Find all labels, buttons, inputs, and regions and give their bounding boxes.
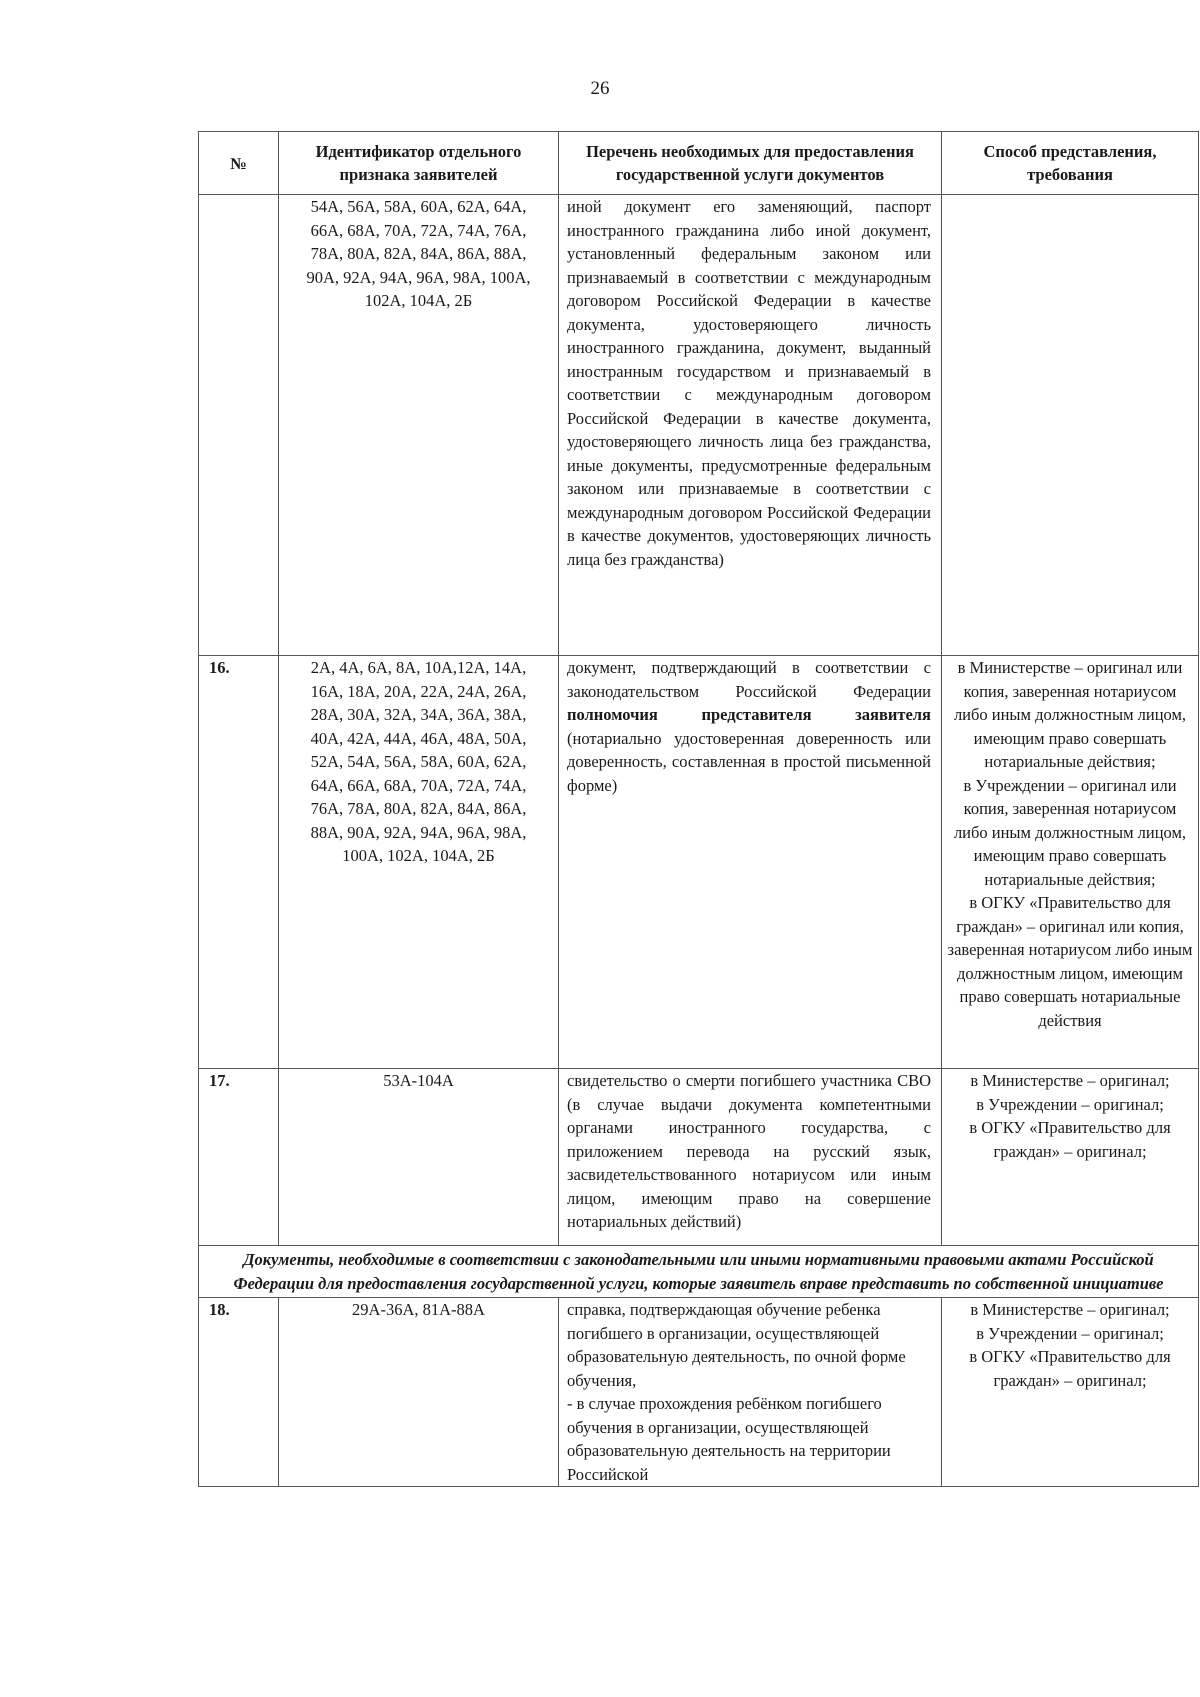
applicant-ids: 53А-104А (279, 1069, 559, 1246)
method-ministry: в Министерстве – оригинал или копия, заверенная нотариусом либо иным должностным лицом, имеющим право совершать нотариальные действия; (953, 658, 1187, 771)
submission-method (942, 656, 1199, 1069)
method-ministry: в Министерстве – оригинал; (970, 1300, 1170, 1319)
method-ministry: в Министерстве – оригинал; (970, 1071, 1170, 1090)
table-row (199, 1069, 1199, 1246)
required-documents (559, 656, 942, 1069)
documents-line: справка, подтверждающая обучение ребенка погибшего в организации, осуществляющей образовательную деятельность, по очной форме обучения, (567, 1300, 906, 1390)
submission-method (942, 1298, 1199, 1487)
method-ogku: в ОГКУ «Правительство для граждан» – оригинал или копия, заверенная нотариусом либо иным должностным лицом, имеющим право совершать нотариальные действия (947, 893, 1193, 1030)
method-institution: в Учреждении – оригинал или копия, заверенная нотариусом либо иным должностным лицом, имеющим право совершать нотариальные действия; (953, 775, 1187, 889)
required-documents: иной документ его заменяющий, паспорт иностранного гражданина либо иной документ, установленный федеральным законом или признаваемый в соответствии с международным договором Российской Федерации в качестве документа, удостоверяющего личность иностранного гражданина, документ, выданный иностранным государством и признаваемый в соответствии с международным договором Российской Федерации в качестве документа, удостоверяющего личность лица без гражданства, иные документы, предусмотренные федеральным законом или признаваемые в соответствии с международным договором Российской Федерации в качестве документов, удостоверяющих личность лица без гражданства) (559, 195, 942, 656)
row-number: 17. (199, 1069, 279, 1246)
required-documents (559, 1298, 942, 1487)
header-submission-method: Способ представления, требования (942, 132, 1199, 195)
table-row (199, 1298, 1199, 1487)
documents-text: документ, подтверждающий в соответствии с законодательством Российской Федерации (567, 658, 931, 701)
submission-method (942, 1069, 1199, 1246)
applicant-ids: 29А-36А, 81А-88А (279, 1298, 559, 1487)
row-number: 16. (199, 656, 279, 1069)
method-institution: в Учреждении – оригинал; (976, 1323, 1164, 1343)
method-ogku: в ОГКУ «Правительство для граждан» – оригинал; (969, 1347, 1171, 1390)
table-row (199, 195, 1199, 656)
header-required-documents: Перечень необходимых для предоставления государственной услуги документов (559, 132, 942, 195)
applicant-ids: 54А, 56А, 58А, 60А, 62А, 64А, 66А, 68А, 70А, 72А, 74А, 76А, 78А, 80А, 82А, 84А, 86А, 88А, 90А, 92А, 94А, 96А, 98А, 100А, 102А, 104А, 2Б (279, 195, 559, 656)
documents-table (198, 131, 1199, 1487)
header-applicant-ids: Идентификатор отдельного признака заявителей (279, 132, 559, 195)
row-number (199, 195, 279, 656)
applicant-ids: 2А, 4А, 6А, 8А, 10А,12А, 14А, 16А, 18А, 20А, 22А, 24А, 26А, 28А, 30А, 32А, 34А, 36А, 38А, 40А, 42А, 44А, 46А, 48А, 50А, 52А, 54А, 56А, 58А, 60А, 62А, 64А, 66А, 68А, 70А, 72А, 74А, 76А, 78А, 80А, 82А, 84А, 86А, 88А, 90А, 92А, 94А, 96А, 98А, 100А, 102А, 104А, 2Б (279, 656, 559, 1069)
header-num: № (199, 132, 279, 195)
table-row (199, 656, 1199, 1069)
table-header-row (199, 132, 1199, 195)
row-number: 18. (199, 1298, 279, 1487)
submission-method (942, 195, 1199, 656)
section-heading-row (199, 1246, 1199, 1298)
page-number: 26 (590, 78, 610, 99)
documents-line: - в случае прохождения ребёнком погибшего обучения в организации, осуществляющей образовательную деятельность на территории Российской (567, 1394, 891, 1484)
documents-emphasis: полномочия представителя заявителя (567, 705, 931, 724)
method-institution: в Учреждении – оригинал; (976, 1094, 1164, 1114)
documents-text-end: (нотариально удостоверенная доверенность или доверенность, составленная в простой письменной форме) (567, 728, 931, 795)
section-heading: Документы, необходимые в соответствии с законодательными или иными нормативными правовыми актами Российской Федерации для предоставления государственной услуги, которые заявитель вправе представить по собственной инициативе (199, 1246, 1199, 1298)
method-ogku: в ОГКУ «Правительство для граждан» – оригинал; (969, 1118, 1171, 1161)
required-documents: свидетельство о смерти погибшего участника СВО (в случае выдачи документа компетентными органами иностранного государства, с приложением перевода на русский язык, засвидетельствованного нотариусом или иным лицом, имеющим право на совершение нотариальных действий) (559, 1069, 942, 1246)
